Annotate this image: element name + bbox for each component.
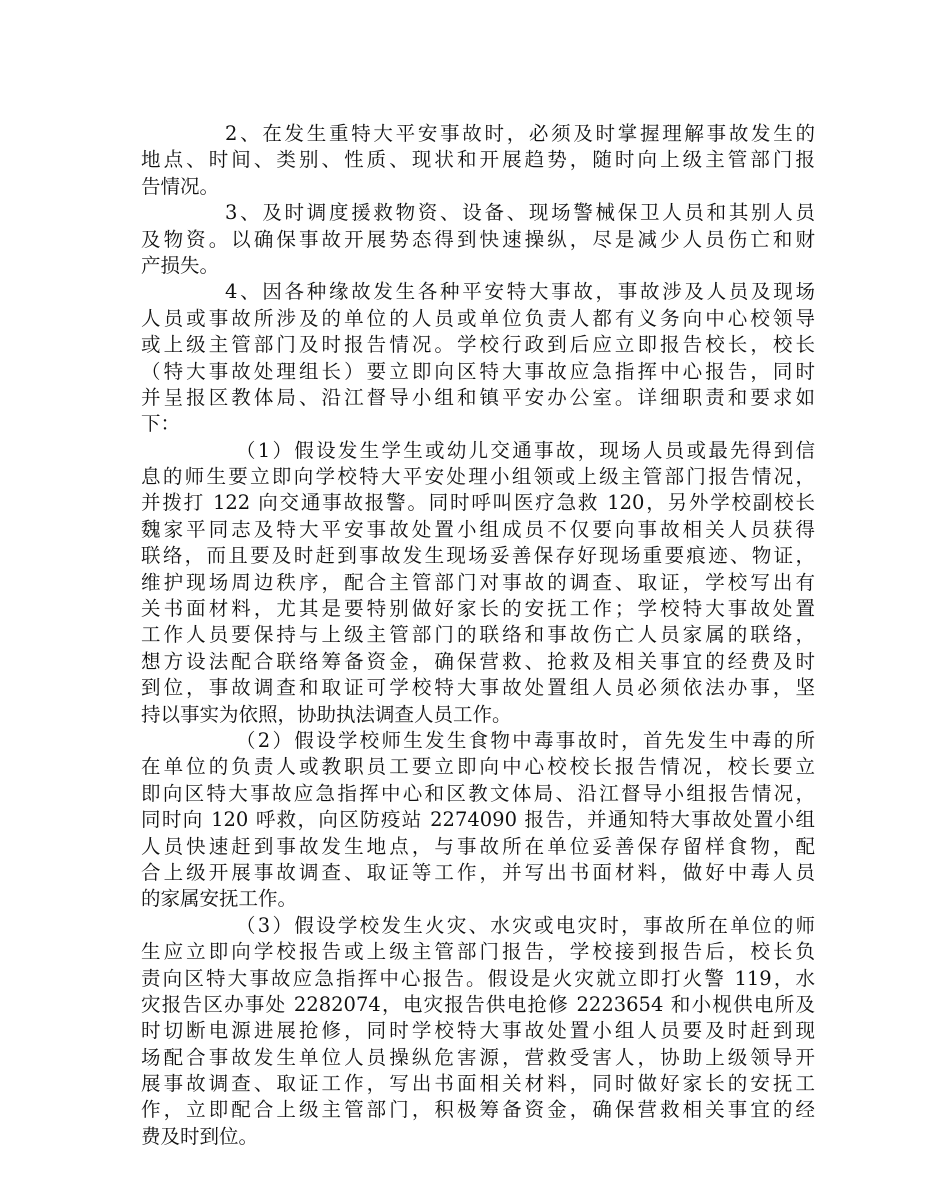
text-line: 同时向 120 呼救，向区防疫站 2274090 报告，并通知特大事故处置小组 [141, 808, 815, 832]
text-line: 魏家平同志及特大平安事故处置小组成员不仅要向事故相关人员获得 [141, 517, 815, 541]
text-line: 人员或事故所涉及的单位的人员或单位负责人都有义务向中心校领导 [141, 306, 815, 330]
text-line: 告情况。 [141, 174, 220, 198]
text-line: 想方设法配合联络筹备资金，确保营救、抢救及相关事宜的经费及时 [141, 649, 815, 673]
text-line: 或上级主管部门及时报告情况。学校行政到后应立即报告校长，校长 [141, 333, 815, 357]
text-line: 即向区特大事故应急指挥中心和区教文体局、沿江督导小组报告情况， [141, 781, 815, 805]
text-line: 生应立即向学校报告或上级主管部门报告，学校接到报告后，校长负 [141, 940, 815, 964]
text-line: 场配合事故发生单位人员操纵危害源，营救受害人，协助上级领导开 [141, 1045, 815, 1069]
text-line: 费及时到位。 [141, 1124, 259, 1148]
paragraph-p3 [141, 200, 815, 279]
text-line: （2）假设学校师生发生食物中毒事故时，首先发生中毒的所 [236, 728, 815, 752]
text-line: （1）假设发生学生或幼儿交通事故，现场人员或最先得到信 [236, 438, 815, 462]
paragraph-p4 [141, 279, 815, 437]
text-line: 并拨打 122 向交通事故报警。同时呼叫医疗急救 120，另外学校副校长 [141, 491, 815, 515]
text-line: 作，立即配合上级主管部门，积极筹备资金，确保营救相关事宜的经 [141, 1098, 815, 1122]
paragraph-p4-1 [141, 438, 815, 728]
text-line: 产损失。 [141, 253, 220, 277]
text-line: 灾报告区办事处 2282074，电灾报告供电抢修 2223654 和小枧供电所及 [141, 992, 815, 1016]
text-line: 持以事实为依照，协助执法调查人员工作。 [141, 702, 512, 726]
document-body [141, 121, 815, 1150]
paragraph-p4-2 [141, 728, 815, 913]
text-line: 关书面材料，尤其是要特别做好家长的安抚工作；学校特大事故处置 [141, 597, 815, 621]
text-line: 合上级开展事故调查、取证等工作，并写出书面材料，做好中毒人员 [141, 860, 815, 884]
text-line: 下： [141, 412, 181, 436]
text-line: 工作人员要保持与上级主管部门的联络和事故伤亡人员家属的联络， [141, 623, 815, 647]
text-line: 4、因各种缘故发生各种平安特大事故，事故涉及人员及现场 [225, 280, 815, 304]
text-line: 息的师生要立即向学校特大平安处理小组领或上级主管部门报告情况， [141, 465, 815, 489]
text-line: 人员快速赶到事故发生地点，与事故所在单位妥善保存留样食物，配 [141, 834, 815, 858]
text-line: 时切断电源进展抢修，同时学校特大事故处置小组人员要及时赶到现 [141, 1019, 815, 1043]
text-line: 3、及时调度援救物资、设备、现场警械保卫人员和其别人员 [225, 201, 815, 225]
text-line: 的家属安抚工作。 [141, 887, 298, 911]
text-line: 并呈报区教体局、沿江督导小组和镇平安办公室。详细职责和要求如 [141, 385, 815, 409]
text-line: 地点、时间、类别、性质、现状和开展趋势，随时向上级主管部门报 [141, 148, 815, 172]
paragraph-p4-3 [141, 913, 815, 1151]
text-line: 责向区特大事故应急指挥中心报告。假设是火灾就立即打火警 119，水 [141, 966, 815, 990]
text-line: 及物资。以确保事故开展势态得到快速操纵，尽是减少人员伤亡和财 [141, 227, 815, 251]
text-line: （特大事故处理组长）要立即向区特大事故应急指挥中心报告，同时 [141, 359, 815, 383]
text-line: 2、在发生重特大平安事故时，必须及时掌握理解事故发生的 [225, 122, 815, 145]
text-line: 到位，事故调查和取证可学校特大事故处置组人员必须依法办事，坚 [141, 676, 815, 700]
paragraph-p2 [141, 121, 815, 200]
text-line: 展事故调查、取证工作，写出书面相关材料，同时做好家长的安抚工 [141, 1072, 815, 1096]
text-line: （3）假设学校发生火灾、水灾或电灾时，事故所在单位的师 [236, 913, 815, 937]
text-line: 维护现场周边秩序，配合主管部门对事故的调查、取证，学校写出有 [141, 570, 815, 594]
text-line: 在单位的负责人或教职员工要立即向中心校校长报告情况，校长要立 [141, 755, 815, 779]
text-line: 联络，而且要及时赶到事故发生现场妥善保存好现场重要痕迹、物证， [141, 544, 815, 568]
